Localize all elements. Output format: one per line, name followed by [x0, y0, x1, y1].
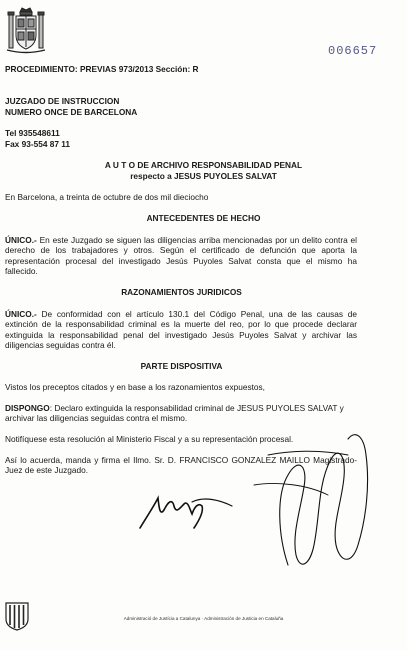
- coat-of-arms-icon: [6, 5, 46, 57]
- court-name-line1: JUZGADO DE INSTRUCCION: [5, 96, 120, 106]
- court-name-line2: NUMERO ONCE DE BARCELONA: [5, 107, 138, 117]
- title-auto-word: A U T O: [104, 160, 136, 170]
- antecedentes-label: ÚNICO.-: [5, 235, 37, 245]
- document-title: [0, 160, 407, 170]
- document-subtitle: respecto a JESUS PUYOLES SALVAT: [130, 171, 277, 181]
- title-rest: DE ARCHIVO RESPONSABILIDAD PENAL: [135, 160, 303, 170]
- razonamientos-text: De conformidad con el artículo 130.1 del Código Penal, una de las causas de extinción de la responsabilidad criminal es la muerte del reo, por lo que procede declarar extinguida la responsabilidad penal del investigado Jesús Puyoles Salvat y archivar las diligencias seguidas contra él.: [5, 309, 357, 351]
- dispongo-label: DISPONGO: [5, 403, 50, 413]
- razonamientos-label: ÚNICO.-: [5, 309, 37, 319]
- antecedentes-paragraph: [5, 235, 357, 277]
- razonamientos-paragraph: [5, 309, 357, 351]
- antecedentes-text: En este Juzgado se siguen las diligencias arriba mencionadas por un delito contra el derecho de los trabajadores y otros. Según el certificado de defunción que aporta la representación procesal del investigado Jesús Puyoles Salvat consta que el mismo ha fallecido.: [5, 235, 357, 277]
- closing-paragraph: Así lo acuerda, manda y firma el Ilmo. Sr. D. FRANCISCO GONZALEZ MAILLO Magistrado-Juez de este Juzgado.: [5, 455, 357, 476]
- fax: Fax 93-554 87 11: [5, 139, 71, 149]
- judge-signature: [132, 488, 242, 536]
- document-stamp-number: 006657: [328, 44, 378, 58]
- date-line: En Barcelona, a treinta de octubre de dos mil dieciocho: [5, 192, 209, 202]
- notifiquese-line: Notifíquese esta resolución al Ministerio Fiscal y a su representación procesal.: [5, 434, 294, 444]
- telephone: Tel 935548611: [5, 128, 60, 138]
- procedure-line: PROCEDIMIENTO: PREVIAS 973/2013 Sección: R: [5, 64, 199, 74]
- secretary-signature: [248, 415, 388, 575]
- heading-razonamientos: RAZONAMIENTOS JURIDICOS: [121, 287, 242, 297]
- footer-administration: Administració de Justícia a Catalunya · Administración de Justicia en Cataluña: [123, 616, 284, 621]
- dispongo-text: : Declaro extinguida la responsabilidad criminal de JESUS PUYOLES SALVAT y archivar las diligencias seguidas contra el mismo.: [5, 403, 344, 424]
- heading-antecedentes: ANTECEDENTES DE HECHO: [146, 213, 261, 223]
- vistos-line: Vistos los preceptos citados y en base a los razonamientos expuestos,: [5, 382, 265, 392]
- heading-dispositiva: PARTE DISPOSITIVA: [140, 361, 223, 371]
